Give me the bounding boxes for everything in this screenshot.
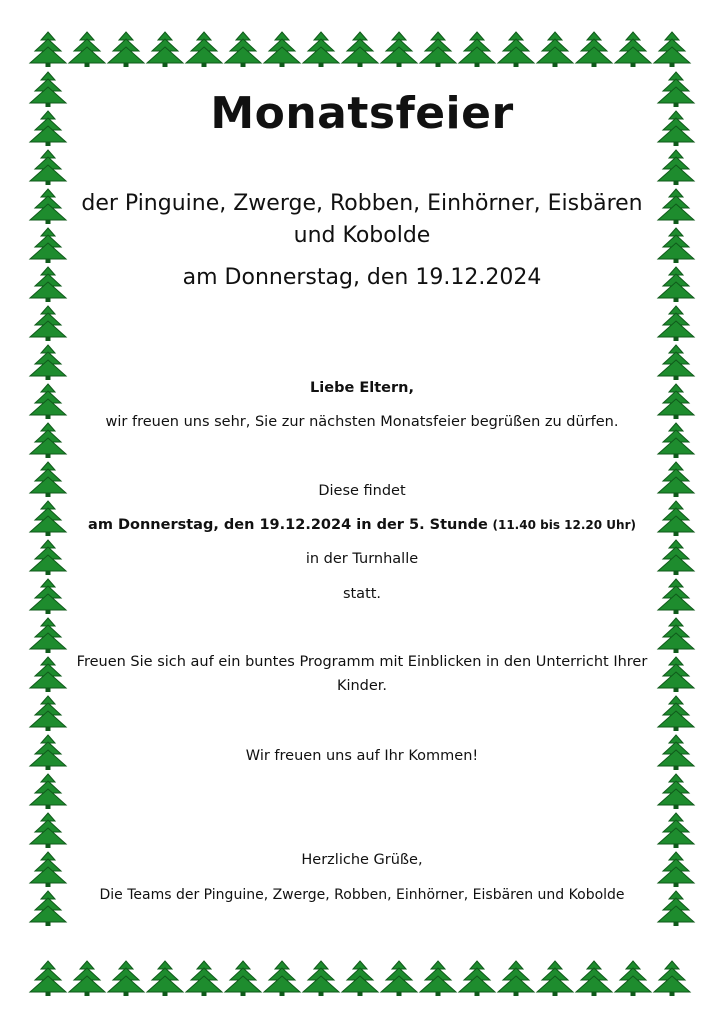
christmas-tree-icon: [30, 852, 66, 887]
event-time-range: (11.40 bis 12.20 Uhr): [492, 518, 636, 532]
greeting: Liebe Eltern,: [310, 380, 414, 396]
date-heading: am Donnerstag, den 19.12.2024: [182, 265, 542, 290]
christmas-tree-icon: [658, 540, 694, 575]
christmas-tree-icon: [30, 891, 66, 926]
christmas-tree-icon: [537, 961, 573, 996]
event-end: statt.: [342, 586, 382, 602]
event-date-time: am Donnerstag, den 19.12.2024 in der 5. Stunde: [88, 517, 488, 533]
christmas-tree-icon: [108, 961, 144, 996]
christmas-tree-icon: [30, 813, 66, 848]
christmas-tree-icon: [30, 961, 66, 996]
christmas-tree-icon: [654, 961, 690, 996]
christmas-tree-icon: [658, 150, 694, 185]
christmas-tree-icon: [30, 345, 66, 380]
christmas-tree-icon: [30, 618, 66, 653]
christmas-tree-icon: [658, 267, 694, 302]
christmas-tree-icon: [30, 774, 66, 809]
christmas-tree-icon: [108, 32, 144, 67]
christmas-tree-icon: [658, 501, 694, 536]
event-location: in der Turnhalle: [305, 551, 419, 567]
christmas-tree-icon: [186, 961, 222, 996]
page-title: Monatsfeier: [210, 88, 514, 139]
christmas-tree-icon: [658, 189, 694, 224]
christmas-tree-icon: [30, 696, 66, 731]
christmas-tree-icon: [30, 579, 66, 614]
christmas-tree-icon: [658, 774, 694, 809]
christmas-tree-icon: [459, 32, 495, 67]
signature-text: Die Teams der Pinguine, Zwerge, Robben, Einhörner, Eisbären und Kobolde: [99, 887, 625, 903]
regards-text: Herzliche Grüße,: [301, 852, 423, 868]
christmas-tree-icon: [576, 961, 612, 996]
subtitle-groups: der Pinguine, Zwerge, Robben, Einhörner, Eisbären und Kobolde: [81, 191, 643, 248]
christmas-tree-icon: [30, 657, 66, 692]
christmas-tree-icon: [30, 267, 66, 302]
christmas-tree-icon: [186, 32, 222, 67]
christmas-tree-icon: [658, 423, 694, 458]
christmas-tree-icon: [658, 384, 694, 419]
christmas-tree-icon: [658, 228, 694, 263]
christmas-tree-icon: [658, 657, 694, 692]
event-when: [72, 513, 652, 537]
christmas-tree-icon: [498, 961, 534, 996]
christmas-tree-icon: [615, 961, 651, 996]
christmas-tree-icon: [30, 189, 66, 224]
christmas-tree-icon: [658, 345, 694, 380]
christmas-tree-icon: [658, 852, 694, 887]
christmas-tree-icon: [658, 696, 694, 731]
event-lead: Diese findet: [318, 483, 406, 499]
christmas-tree-icon: [615, 32, 651, 67]
christmas-tree-icon: [658, 72, 694, 107]
christmas-tree-icon: [264, 961, 300, 996]
christmas-tree-icon: [658, 618, 694, 653]
christmas-tree-icon: [459, 961, 495, 996]
christmas-tree-icon: [654, 32, 690, 67]
christmas-tree-icon: [30, 462, 66, 497]
christmas-tree-icon: [303, 961, 339, 996]
christmas-tree-icon: [69, 32, 105, 67]
christmas-tree-icon: [498, 32, 534, 67]
christmas-tree-icon: [264, 32, 300, 67]
christmas-tree-icon: [30, 111, 66, 146]
christmas-tree-icon: [658, 891, 694, 926]
christmas-tree-icon: [30, 384, 66, 419]
christmas-tree-icon: [30, 306, 66, 341]
christmas-tree-icon: [658, 111, 694, 146]
christmas-tree-icon: [69, 961, 105, 996]
christmas-tree-icon: [342, 961, 378, 996]
christmas-tree-icon: [30, 228, 66, 263]
christmas-tree-icon: [147, 32, 183, 67]
christmas-tree-icon: [420, 961, 456, 996]
christmas-tree-icon: [342, 32, 378, 67]
intro-text: wir freuen uns sehr, Sie zur nächsten Monatsfeier begrüßen zu dürfen.: [105, 414, 619, 430]
christmas-tree-icon: [30, 735, 66, 770]
christmas-tree-icon: [30, 150, 66, 185]
christmas-tree-icon: [420, 32, 456, 67]
christmas-tree-icon: [30, 423, 66, 458]
closing-text: Wir freuen uns auf Ihr Kommen!: [245, 748, 479, 764]
christmas-tree-icon: [30, 540, 66, 575]
christmas-tree-icon: [225, 961, 261, 996]
christmas-tree-icon: [303, 32, 339, 67]
christmas-tree-icon: [225, 32, 261, 67]
christmas-tree-icon: [147, 961, 183, 996]
christmas-tree-icon: [30, 72, 66, 107]
christmas-tree-icon: [381, 961, 417, 996]
christmas-tree-icon: [381, 32, 417, 67]
christmas-tree-icon: [537, 32, 573, 67]
christmas-tree-icon: [658, 735, 694, 770]
christmas-tree-icon: [658, 579, 694, 614]
christmas-tree-icon: [576, 32, 612, 67]
program-text: Freuen Sie sich auf ein buntes Programm mit Einblicken in den Unterricht Ihrer Kinder.: [76, 654, 648, 694]
christmas-tree-icon: [30, 501, 66, 536]
christmas-tree-icon: [658, 813, 694, 848]
christmas-tree-icon: [658, 306, 694, 341]
christmas-tree-icon: [30, 32, 66, 67]
christmas-tree-icon: [658, 462, 694, 497]
